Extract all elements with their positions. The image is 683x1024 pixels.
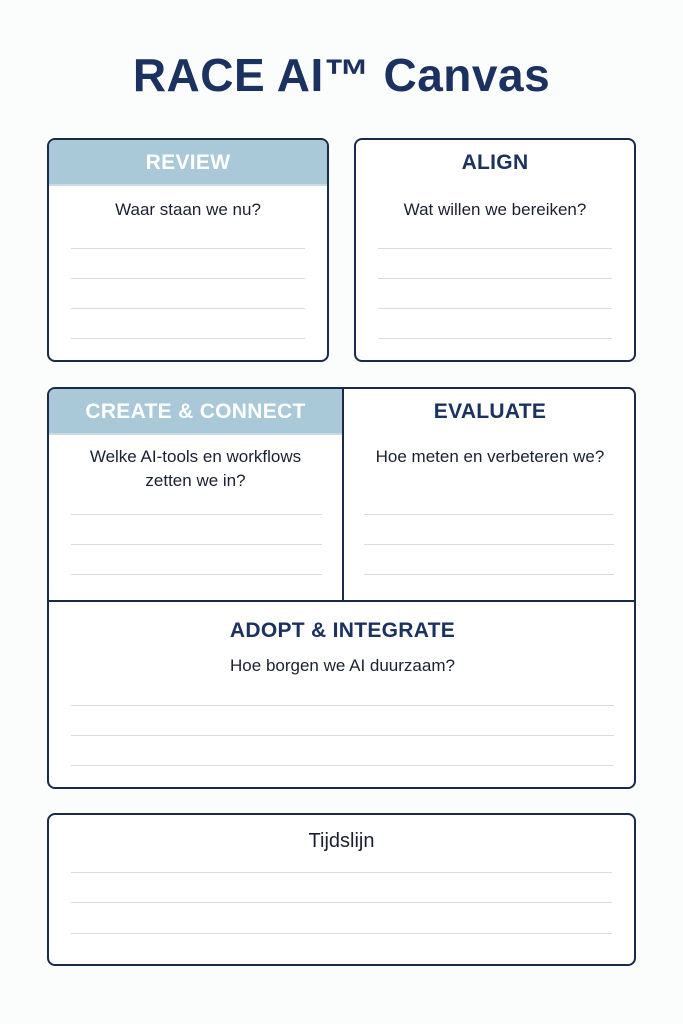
create-connect-header: CREATE & CONNECT <box>49 389 342 435</box>
review-section <box>47 138 329 362</box>
create-connect-cell <box>49 389 342 600</box>
page-title: RACE AI™ Canvas <box>132 49 551 101</box>
adopt-integrate-cell <box>49 602 636 789</box>
timeline-section <box>47 813 636 966</box>
adopt-integrate-question: Hoe borgen we AI duurzaam? <box>230 656 455 675</box>
create-connect-question-line2: zetten we in? <box>145 471 246 490</box>
evaluate-question: Hoe meten en verbeteren we? <box>375 447 605 466</box>
align-section <box>354 138 636 362</box>
review-header: REVIEW <box>49 140 327 186</box>
evaluate-header: EVALUATE <box>433 400 547 423</box>
align-header: ALIGN <box>461 151 529 174</box>
evaluate-cell <box>344 389 636 600</box>
align-question: Wat willen we bereiken? <box>403 200 587 219</box>
adopt-integrate-header: ADOPT & INTEGRATE <box>229 619 456 642</box>
timeline-header: Tijdslijn <box>308 830 375 852</box>
create-connect-question-line1: Welke AI-tools en workflows <box>89 447 302 466</box>
create-evaluate-adopt-section <box>47 387 636 789</box>
review-question: Waar staan we nu? <box>115 200 261 219</box>
